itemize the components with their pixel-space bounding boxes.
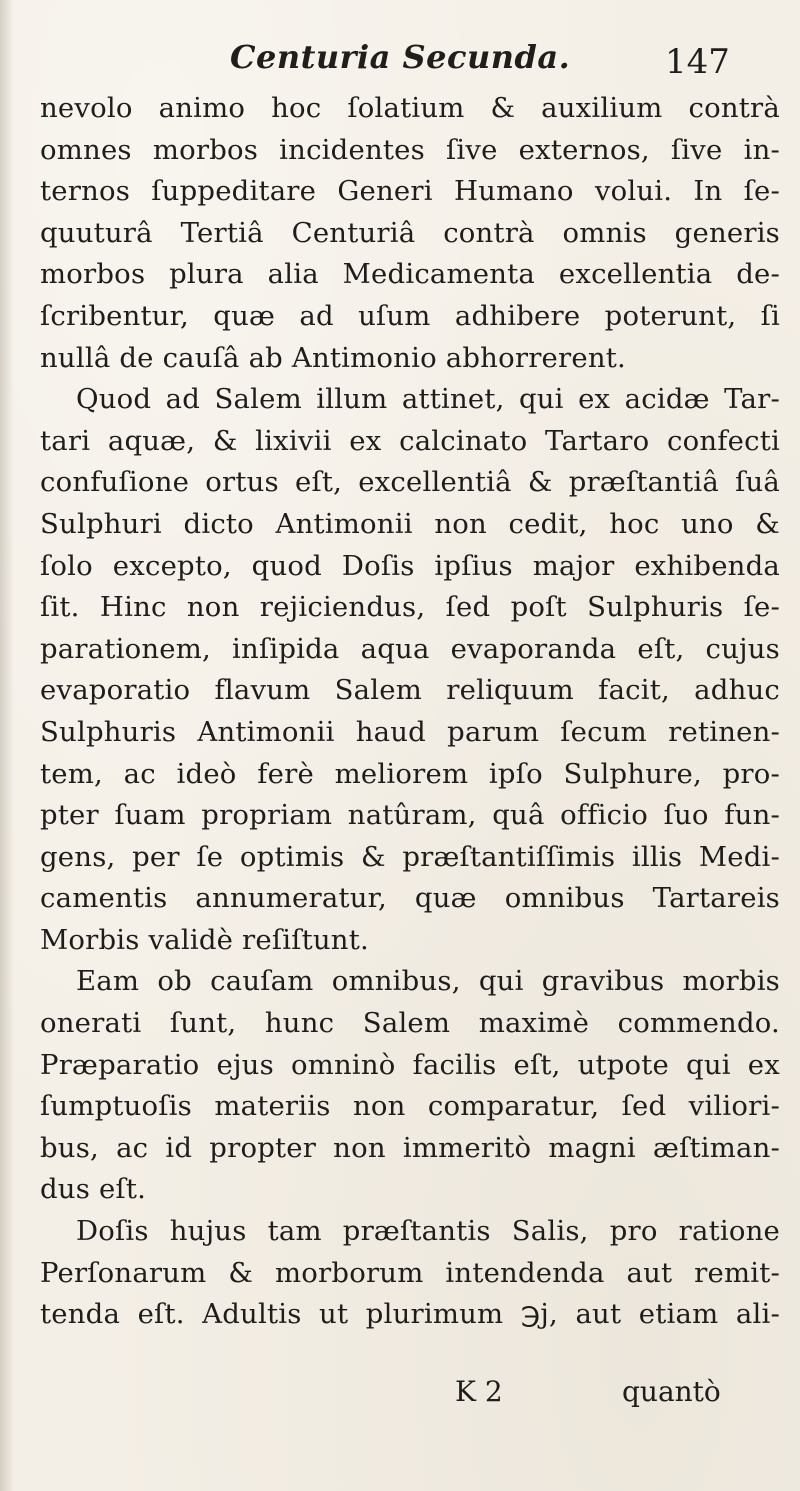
text-line: ſolo excepto, quod Doſis ipſius major exhibenda bbox=[40, 549, 780, 582]
text-line: nevolo animo hoc ſolatium & auxilium contrà bbox=[40, 92, 780, 124]
text-line: ſcribentur, quæ ad uſum adhibere poterunt, ſi bbox=[40, 299, 780, 332]
text-line: ſumptuoſis materiis non comparatur, ſed viliori- bbox=[40, 1090, 780, 1123]
text-line: Eam ob cauſam omnibus, qui gravibus morbis bbox=[76, 965, 780, 998]
text-line: tari aquæ, & lixivii ex calcinato Tartaro confecti bbox=[40, 424, 780, 457]
text-line: quuturâ Tertiâ Centuriâ contrà omnis generis bbox=[40, 216, 780, 249]
text-line: tem, ac ideò ferè meliorem ipſo Sulphure, pro- bbox=[40, 757, 780, 790]
text-line: Quod ad Salem illum attinet, qui ex acidæ Tar- bbox=[76, 383, 780, 416]
text-line: tenda eſt. Adultis ut plurimum ℈j, aut etiam ali- bbox=[40, 1298, 780, 1331]
text-line: ſit. Hinc non rejiciendus, ſed poſt Sulphuris ſe- bbox=[40, 591, 780, 624]
gutter-shadow bbox=[0, 0, 14, 1491]
catchline bbox=[0, 1375, 800, 1415]
text-line: Morbis validè reſiſtunt. bbox=[40, 923, 369, 956]
text-line: omnes morbos incidentes ſive externos, ſive in- bbox=[40, 133, 780, 166]
text-line: ternos ſuppeditare Generi Humano volui. In ſe- bbox=[40, 175, 780, 208]
signature-mark: K 2 bbox=[455, 1375, 503, 1408]
page-number: 147 bbox=[665, 42, 730, 82]
text-line: onerati ſunt, hunc Salem maximè commendo. bbox=[40, 1007, 780, 1040]
text-line: Sulphuris Antimonii haud parum ſecum retinen- bbox=[40, 715, 780, 748]
text-line: parationem, inſipida aqua evaporanda eſt, cujus bbox=[40, 632, 780, 665]
text-line: pter ſuam propriam natûram, quâ officio ſuo fun- bbox=[40, 799, 780, 832]
catchword: quantò bbox=[622, 1375, 721, 1408]
text-line: Sulphuri dicto Antimonii non cedit, hoc uno & bbox=[40, 507, 780, 540]
text-line: evaporatio flavum Salem reliquum facit, adhuc bbox=[40, 674, 780, 707]
text-line: dus eſt. bbox=[40, 1173, 147, 1206]
text-line: Præparatio ejus omninò facilis eſt, utpote qui ex bbox=[40, 1048, 780, 1081]
text-line: bus, ac id propter non immeritò magni æſtiman- bbox=[40, 1131, 780, 1164]
text-line: camentis annumeratur, quæ omnibus Tartareis bbox=[40, 882, 780, 915]
text-line: Doſis hujus tam præſtantis Salis, pro ratione bbox=[76, 1215, 780, 1248]
text-line: Perſonarum & morborum intendenda aut remit- bbox=[40, 1256, 780, 1289]
text-line: nullâ de cauſâ ab Antimonio abhorrerent. bbox=[40, 341, 626, 374]
body-text bbox=[40, 88, 780, 1336]
text-line: gens, per ſe optimis & præſtantiſſimis illis Medi- bbox=[40, 840, 780, 873]
running-title: Centuria Secunda. bbox=[230, 38, 571, 76]
text-line: morbos plura alia Medicamenta excellentia de- bbox=[40, 258, 780, 291]
running-head bbox=[0, 30, 800, 90]
text-line: confuſione ortus eſt, excellentiâ & præſtantiâ ſuâ bbox=[40, 466, 780, 499]
